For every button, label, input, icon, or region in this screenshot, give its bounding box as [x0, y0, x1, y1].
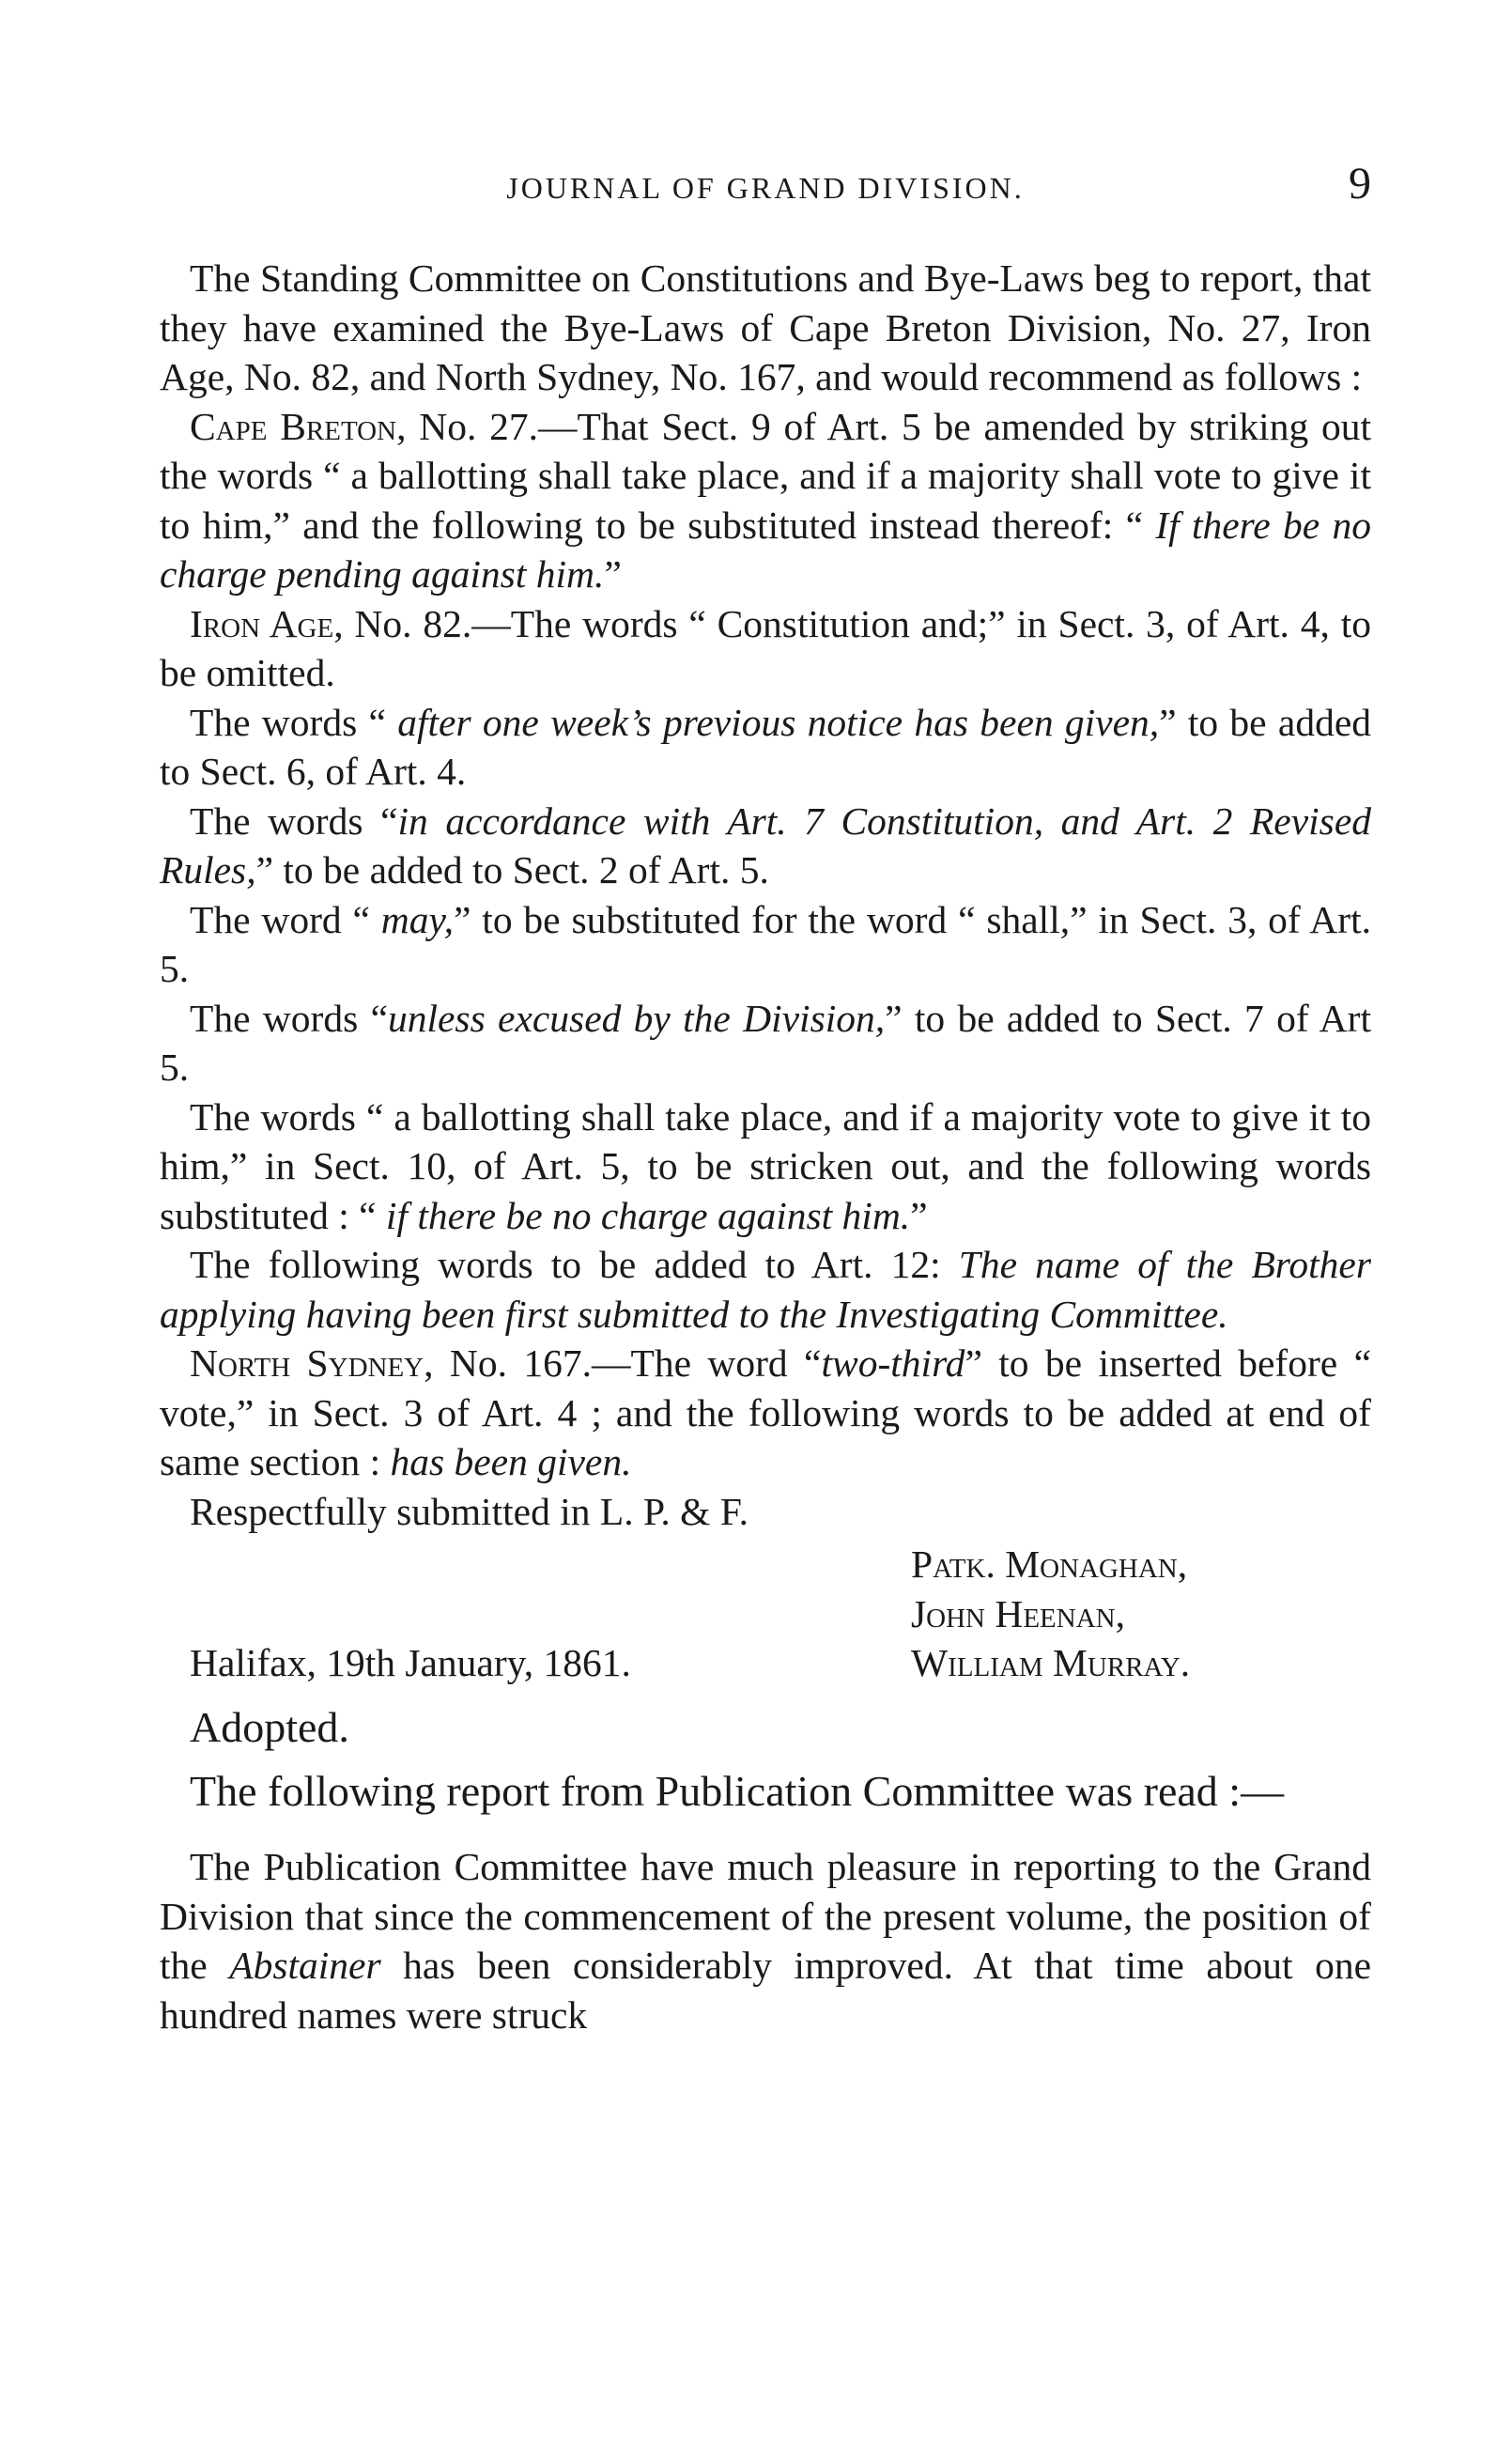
- signature-block: [160, 1540, 1371, 1688]
- page-number: 9: [1349, 159, 1371, 209]
- division-name: Cape Breton: [190, 404, 397, 448]
- italic-text: The name of the Brother applying having been first submitted to the Investigating Committee.: [160, 1243, 1372, 1336]
- text-segment: The Publication Committee have much pleasure in reporting to the Grand Division that since the commencement of the present volume, the position of the: [160, 1845, 1371, 1987]
- closing-line: Respectfully submitted in L. P. & F.: [190, 1489, 748, 1533]
- amendment-item: [160, 895, 1371, 994]
- italic-text: Abstainer: [229, 1944, 381, 1987]
- signatory: Patk. Monaghan,: [911, 1542, 1188, 1586]
- place-date: Halifax, 19th January, 1861.: [190, 1641, 631, 1684]
- text-segment: has been considerably improved. At that time about one hundred names were struck: [160, 1944, 1371, 2037]
- text-segment: ”: [910, 1193, 928, 1237]
- iron-age-paragraph: [160, 599, 1371, 698]
- text-segment: ” to be added to Sect. 2 of Art. 5.: [255, 848, 769, 891]
- committee-intro: The Standing Committee on Constitutions and Bye-Laws beg to report, that they have examined the Bye-Laws of Cape Breton Division, No. 27, Iron Age, No. 82, and North Sydney, No. 167, and would recommend as follows :: [160, 256, 1371, 398]
- text-segment: The word “: [190, 897, 381, 941]
- amendment-item: [160, 1240, 1371, 1339]
- text-segment: The words “: [190, 798, 398, 843]
- cape-breton-paragraph: [160, 402, 1371, 599]
- page-header: [160, 158, 1371, 224]
- italic-text: after one week’s previous notice has been given,: [397, 700, 1160, 744]
- adopted-line: Adopted.: [190, 1703, 349, 1751]
- amendment-item: [160, 994, 1371, 1093]
- text-segment: ” to be substituted for the word “ shall,” in Sect. 3, of Art. 5.: [160, 897, 1372, 990]
- italic-text: unless excused by the Division,: [387, 996, 886, 1040]
- italic-text: in accordance with Art. 7 Constitution, and Art. 2 Revised Rules,: [160, 798, 1371, 891]
- text-segment: , No. 82.—The words “ Constitution and;” in Sect. 3, of Art. 4, to be omitted.: [160, 601, 1372, 694]
- amendment-item: [160, 1093, 1371, 1241]
- italic-text: may,: [380, 897, 455, 941]
- text-segment: ” to be added to Sect. 7 of Art 5.: [160, 996, 1371, 1089]
- text-segment: , No. 167.—The word “: [424, 1341, 822, 1385]
- text-segment: , No. 27.—That Sect. 9 of Art. 5 be amended by striking out the words “ a ballotting shall take place, and if a majority shall vote to give it to him,” and the following to be substituted instead thereof: “: [160, 404, 1372, 547]
- text-segment: ”: [604, 552, 622, 596]
- text-segment: The words “: [190, 996, 388, 1040]
- italic-text: if there be no charge against him.: [385, 1193, 911, 1237]
- north-sydney-paragraph: [160, 1339, 1371, 1487]
- publication-report: [160, 1842, 1371, 2039]
- signatory: William Murray.: [911, 1641, 1191, 1684]
- publication-intro: The following report from Publication Committee was read :—: [190, 1767, 1285, 1815]
- division-name: North Sydney: [190, 1341, 424, 1385]
- italic-text: two-third: [821, 1341, 965, 1385]
- amendment-item: [160, 698, 1371, 797]
- signatory-list: [911, 1540, 1190, 1688]
- text-segment: The words “ a ballotting shall take place, and if a majority vote to give it to him,” in Sect. 10, of Art. 5, to be stricken out, and the following words substituted : “: [160, 1094, 1371, 1237]
- text-segment: The following words to be added to Art. 12:: [190, 1243, 959, 1286]
- text-segment: ” to be added to Sect. 6, of Art. 4.: [160, 700, 1371, 793]
- text-segment: ” to be inserted before “ vote,” in Sect. 3 of Art. 4 ; and the following words to be added at end of same section :: [160, 1341, 1371, 1483]
- amendment-item: [160, 797, 1371, 895]
- page-body: [160, 254, 1371, 2039]
- signatory: John Heenan,: [911, 1591, 1125, 1635]
- division-name: Iron Age: [190, 601, 334, 645]
- italic-text: If there be no charge pending against him.: [160, 503, 1372, 596]
- running-head: JOURNAL OF GRAND DIVISION.: [506, 171, 1025, 205]
- text-segment: The words “: [190, 700, 398, 744]
- italic-text: has been given.: [390, 1440, 632, 1483]
